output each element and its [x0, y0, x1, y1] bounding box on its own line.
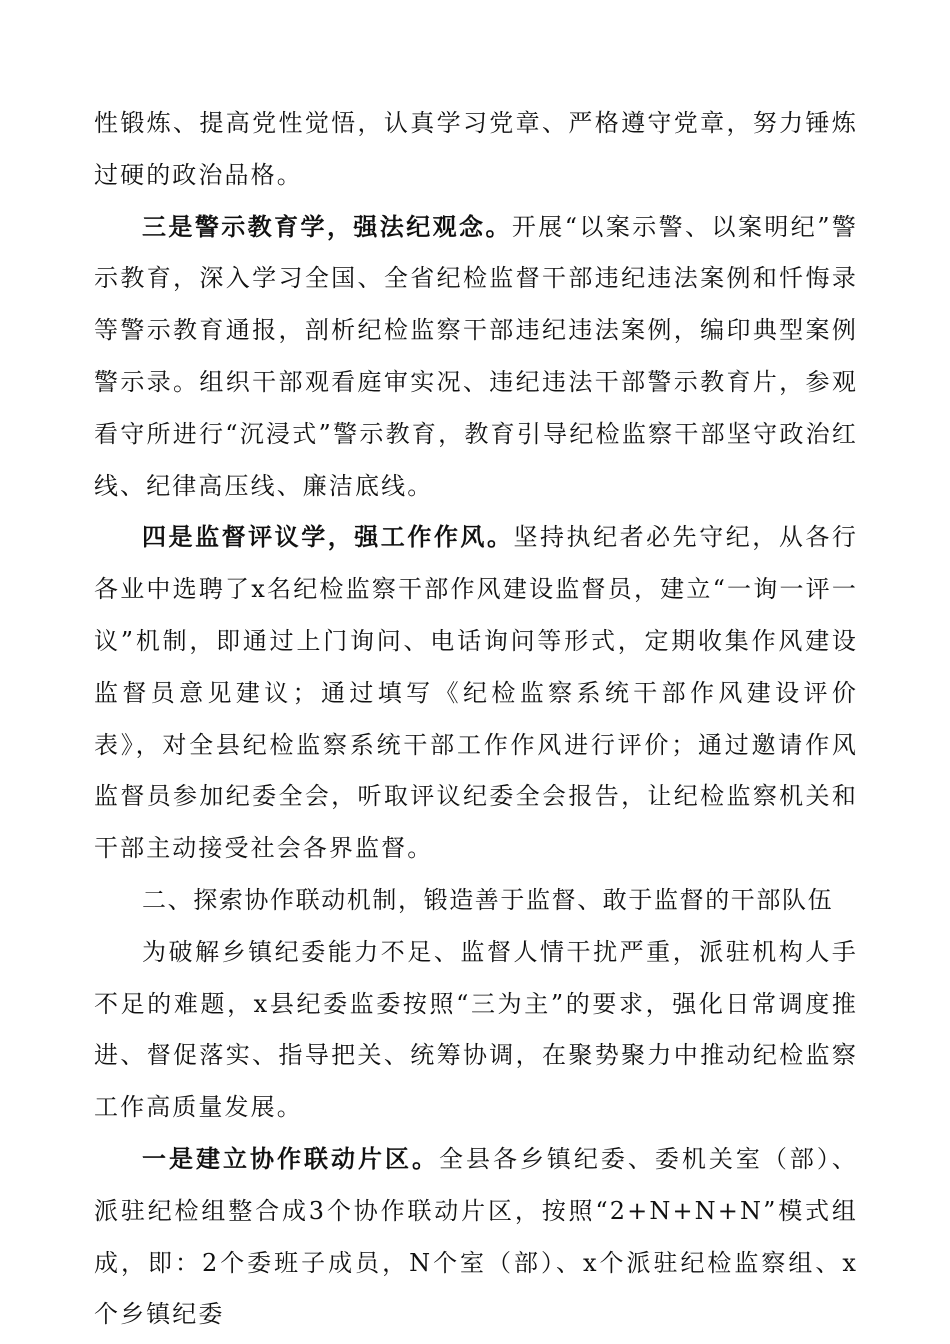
paragraph-text: 坚持执纪者必先守纪，从各行各业中选聘了x名纪检监察干部作风建设监督员，建立“一询一评一议”机制，即通过上门询问、电话询问等形式，定期收集作风建设监督员意见建议；通过填写《纪检监察系统干部作风建设评价表》，对全县纪检监察系统干部工作作风进行评价；通过邀请作风监督员参加纪委全会，听取评议纪委全会报告，让纪检监察机关和干部主动接受社会各界监督。 [94, 523, 858, 863]
paragraph-text: 全县各乡镇纪委、委机关室（部）、派驻纪检组整合成3个协作联动片区，按照“2+N+N+N”模式组成，即：2个委班子成员，N个室（部）、x个派驻纪检监察组、x个乡镇纪委 [94, 1144, 858, 1329]
paragraph-text: 开展“以案示警、以案明纪”警示教育，深入学习全国、全省纪检监督干部违纪违法案例和忏悔录等警示教育通报，剖析纪检监察干部违纪违法案例，编印典型案例警示录。组织干部观看庭审实况、违纪违法干部警示教育片，参观看守所进行“沉浸式”警示教育，教育引导纪检监察干部坚守政治红线、纪律高压线、廉洁底线。 [94, 212, 858, 500]
paragraph-collaboration-zones [94, 1134, 858, 1341]
paragraph-continuation [94, 98, 858, 202]
paragraph-lead: 三是警示教育学，强法纪观念。 [142, 212, 512, 241]
paragraph-text: 性锻炼、提高党性觉悟，认真学习党章、严格遵守党章，努力锤炼过硬的政治品格。 [94, 109, 858, 189]
document-body [94, 98, 858, 1341]
paragraph-lead: 四是监督评议学，强工作作风。 [142, 523, 514, 552]
paragraph-text: 为破解乡镇纪委能力不足、监督人情干扰严重，派驻机构人手不足的难题，x县纪委监委按照“三为主”的要求，强化日常调度推进、督促落实、指导把关、统筹协调，在聚势聚力中推动纪检监察工作高质量发展。 [94, 937, 858, 1122]
paragraph-warning-education [94, 202, 858, 513]
paragraph-supervision-review [94, 512, 858, 875]
paragraph-body [94, 927, 858, 1134]
paragraph-lead: 一是建立协作联动片区。 [142, 1144, 439, 1173]
section-heading: 二、探索协作联动机制，锻造善于监督、敢于监督的干部队伍 [142, 885, 834, 914]
